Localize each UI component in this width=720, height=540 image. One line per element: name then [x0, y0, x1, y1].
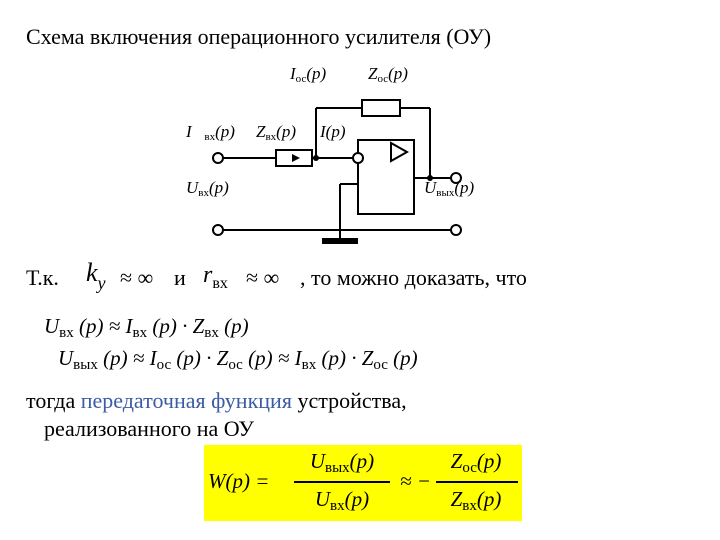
- condition-prefix: Т.к.: [26, 265, 59, 290]
- input-terminal-top: [213, 153, 223, 163]
- tf-approx: ≈ −: [400, 469, 431, 493]
- tf-lhs: W(p) =: [208, 469, 270, 493]
- ky-symbol: $k_y$: [86, 258, 106, 293]
- transfer-function-link[interactable]: передаточная функция: [80, 388, 292, 413]
- r-in-symbol: $r_{вх}$: [203, 262, 228, 292]
- conclusion-line2: реализованного на ОУ: [44, 416, 254, 441]
- input-terminal-bottom: [213, 225, 223, 235]
- label-i: I(p): [320, 122, 346, 141]
- transfer-function-highlight: [204, 445, 522, 521]
- conclusion-line1: тогда передаточная функция устройства,: [26, 388, 407, 413]
- condition-suffix: , то можно доказать, что: [300, 265, 527, 290]
- r-approx-inf: ≈ ∞: [246, 265, 280, 290]
- tf-denominator-1: Uвх(p): [314, 487, 370, 514]
- label-u-out: $U_{вых}(p)$: [424, 178, 475, 199]
- tf-denominator-2: Zвх(p): [450, 487, 502, 514]
- junction-dot-feedback: [313, 155, 319, 161]
- tf-numerator-1: Uвых(p): [309, 449, 375, 476]
- label-i-oc: $I_{ос}(p)$: [290, 64, 327, 85]
- equation-u-out: Uвых (p) ≈ Iос (p) · Zос (p) ≈ Iвх (p) · Zос (p): [58, 346, 418, 373]
- ky-approx-inf: ≈ ∞: [120, 265, 154, 290]
- tf-numerator-2: Zос(p): [450, 449, 502, 476]
- label-u-in: $U_{вх}(p)$: [186, 178, 229, 199]
- ground-symbol: [322, 238, 358, 244]
- condition-and: и: [174, 265, 186, 290]
- feedback-impedance-resistor: [362, 100, 400, 116]
- equation-u-in: Uвх (p) ≈ Iвх (p) · Zвх (p): [44, 314, 249, 341]
- tf-fraction-bar-1: [294, 481, 390, 483]
- slide-title: Схема включения операционного усилителя (ОУ): [26, 24, 492, 49]
- label-z-in: $Z_{вх}(p)$: [256, 122, 296, 143]
- inverting-input-circle: [353, 153, 363, 163]
- label-i-in: I $_{вх}$(p): [186, 122, 235, 143]
- output-terminal-bottom: [451, 225, 461, 235]
- tf-fraction-bar-2: [436, 481, 518, 483]
- label-z-oc: $Z_{ос}(p)$: [368, 64, 408, 85]
